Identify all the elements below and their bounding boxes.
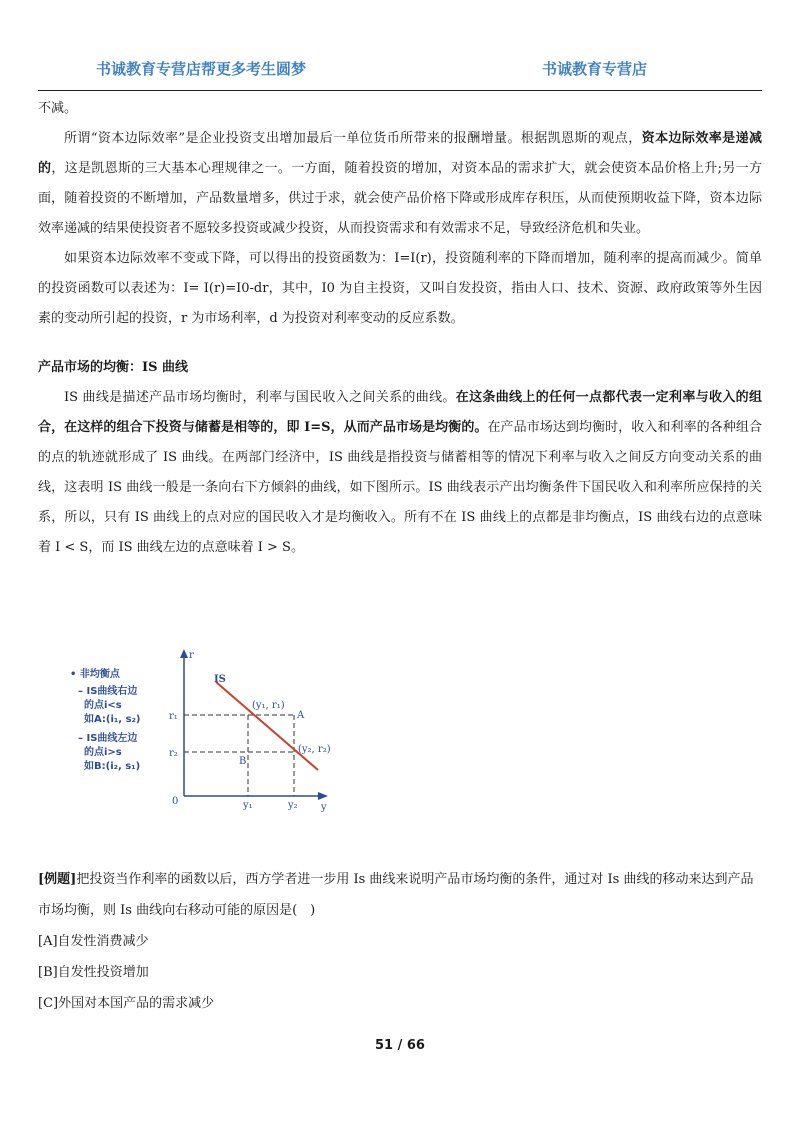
y-axis-label: y: [321, 802, 327, 812]
header-right-text: 书诚教育专营店: [542, 60, 648, 78]
legend-right-3: 如A:(i₁, s₂): [84, 714, 141, 725]
page-number: 51 / 66: [375, 1038, 425, 1053]
mec-emphasis: 资本边际效率是递减的: [38, 131, 762, 176]
origin-label: 0: [172, 796, 179, 807]
option-c: [C]外国对本国产品的需求减少: [38, 996, 215, 1011]
r-axis-label: r: [189, 650, 194, 661]
point-b-label: B: [239, 756, 247, 767]
r2-label: r₂: [169, 748, 178, 759]
header-left-text: 书诚教育专营店帮更多考生圆梦: [96, 60, 307, 78]
point-1-label: (y₁, r₁): [252, 700, 285, 711]
question-label: [例题]: [38, 872, 77, 887]
is-emphasis: 在这条曲线上的任何一点都代表一定利率与收入的组合，在这样的组合下投资与储蓄是相等的，即 I=S，从而产品市场是均衡的。: [38, 390, 762, 435]
legend-right-1: – IS曲线右边: [78, 686, 138, 697]
is-curve-line: [216, 682, 318, 770]
paragraph-is-curve: IS 曲线是描述产品市场均衡时，利率与国民收入之间关系的曲线。在这条曲线上的任何一点都代表一定利率与收入的组合，在这样的组合下投资与储蓄是相等的，即 I=S，从而产品市场是均衡的。在产品市场达到均衡时，收入和利率的各种组合的点的轨迹就形成了 IS 曲线。在两部门经济中，IS 曲线是指投资与储蓄相等的情况下利率与收入之间反方向变动关系的曲线，这表明 IS 曲线一般是一条向右下方倾斜的曲线，如下图所示。IS 曲线表示产出均衡条件下国民收入和利率所应保持的关系，所以，只有 IS 曲线上的点对应的国民收入才是均衡收入。所有不在 IS 曲线上的点都是非均衡点，IS 曲线右边的点意味着 I < S，而 IS 曲线左边的点意味着 I > S。: [38, 390, 762, 555]
section-title: 产品市场的均衡：IS 曲线: [38, 360, 188, 375]
paragraph-mec: 所谓“资本边际效率”是企业投资支出增加最后一单位货币所带来的报酬增量。根据凯恩斯的观点，资本边际效率是递减的，这是凯恩斯的三大基本心理规律之一。一方面，随着投资的增加，对资本品的需求扩大，就会使资本品价格上升;另一方面，随着投资的不断增加，产品数量增多，供过于求，就会使产品价格下降或形成库存积压，从而使预期收益下降，资本边际效率递减的结果使投资者不愿较多投资或减少投资，从而投资需求和有效需求不足，导致经济危机和失业。: [38, 131, 762, 236]
legend-left-3: 如B:(i₂, s₁): [84, 761, 141, 772]
point-a-label: A: [297, 710, 305, 721]
paragraph-investment-function: 如果资本边际效率不变或下降，可以得出的投资函数为：I=I(r)，投资随利率的下降而增加，随利率的提高而减少。简单的投资函数可以表述为：I= I(r)=I0-dr，其中，I0 为自主投资，又叫自发投资，指由人口、技术、资源、政府政策等外生因素的变动所引起的投资，r 为市场利率，d 为投资对利率变动的反应系数。: [38, 251, 762, 326]
page-header: [38, 56, 762, 91]
main-content: [38, 94, 762, 563]
y-axis-arrow-icon: [318, 792, 328, 800]
y1-label: y₁: [243, 800, 253, 811]
is-curve-figure: [66, 644, 336, 812]
paragraph-continuation: 不减。: [38, 101, 78, 116]
question-stem: [例题]把投资当作利率的函数以后，西方学者进一步用 Is 曲线来说明产品市场均衡的条件，通过对 Is 曲线的移动来达到产品市场均衡，则 Is 曲线向右移动可能的原因是( ): [38, 872, 754, 918]
is-curve-label: IS: [214, 674, 226, 685]
r-axis-arrow-icon: [180, 649, 188, 658]
legend-left-2: 的点i>s: [84, 747, 122, 758]
y2-label: y₂: [288, 800, 298, 811]
legend-right-2: 的点i<s: [84, 700, 122, 711]
legend-left-1: – IS曲线左边: [78, 733, 138, 744]
option-b: [B]自发性投资增加: [38, 965, 149, 980]
legend-title: • 非均衡点: [70, 669, 120, 680]
example-question: [38, 864, 762, 1019]
point-2-label: (y₂, r₂): [298, 744, 331, 755]
r1-label: r₁: [169, 711, 178, 722]
option-a: [A]自发性消费减少: [38, 934, 149, 949]
